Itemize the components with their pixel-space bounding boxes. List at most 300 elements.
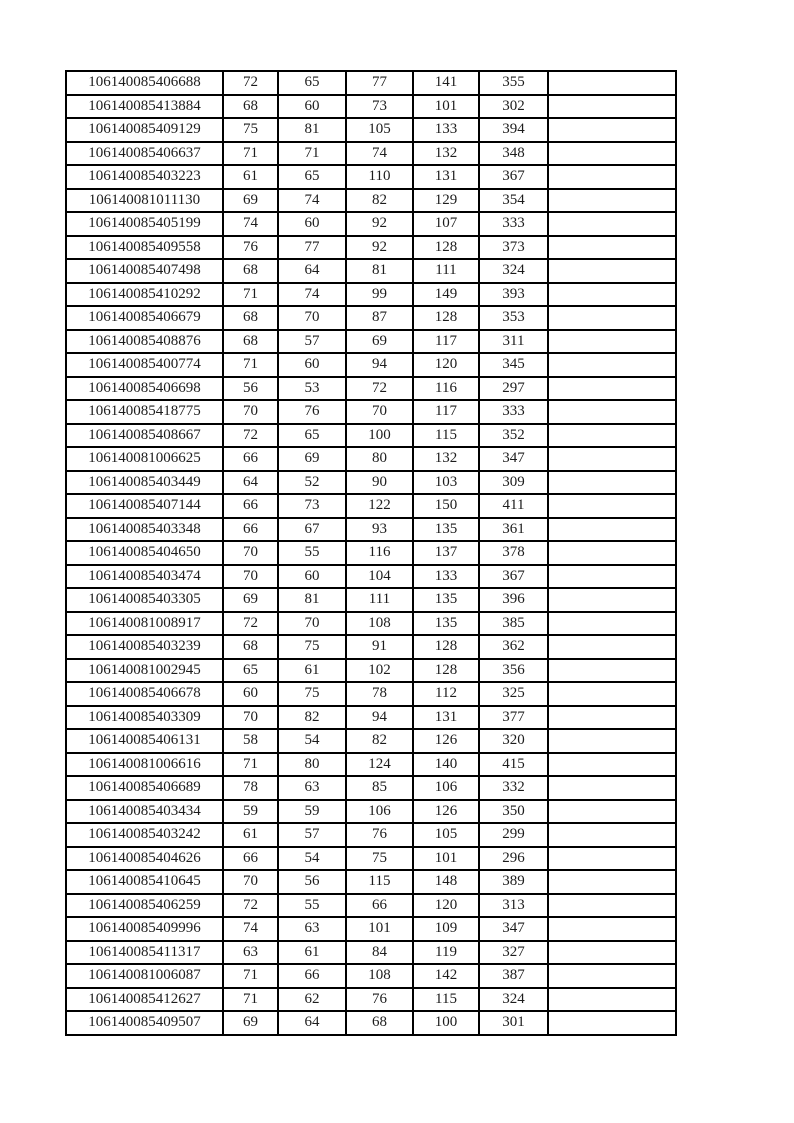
total-score-cell: 299	[479, 823, 548, 847]
score-3-cell: 87	[346, 306, 413, 330]
score-3-cell: 110	[346, 165, 413, 189]
score-3-cell: 82	[346, 729, 413, 753]
score-2-cell: 60	[278, 565, 346, 589]
total-score-cell: 350	[479, 800, 548, 824]
score-2-cell: 60	[278, 212, 346, 236]
blank-cell	[548, 964, 676, 988]
candidate-id-cell: 106140085406678	[66, 682, 223, 706]
candidate-id-cell: 106140085403305	[66, 588, 223, 612]
score-2-cell: 65	[278, 424, 346, 448]
score-1-cell: 64	[223, 471, 278, 495]
score-2-cell: 69	[278, 447, 346, 471]
blank-cell	[548, 565, 676, 589]
blank-cell	[548, 71, 676, 95]
blank-cell	[548, 283, 676, 307]
table-row	[66, 142, 676, 166]
candidate-id-cell: 106140085403242	[66, 823, 223, 847]
table-row	[66, 917, 676, 941]
score-1-cell: 58	[223, 729, 278, 753]
table-row	[66, 964, 676, 988]
score-1-cell: 70	[223, 706, 278, 730]
table-row	[66, 941, 676, 965]
table-row	[66, 753, 676, 777]
score-3-cell: 124	[346, 753, 413, 777]
candidate-id-cell: 106140085409996	[66, 917, 223, 941]
candidate-id-cell: 106140085410292	[66, 283, 223, 307]
score-4-cell: 133	[413, 565, 479, 589]
total-score-cell: 396	[479, 588, 548, 612]
candidate-id-cell: 106140085403239	[66, 635, 223, 659]
candidate-id-cell: 106140085406689	[66, 776, 223, 800]
blank-cell	[548, 894, 676, 918]
score-1-cell: 68	[223, 635, 278, 659]
blank-cell	[548, 471, 676, 495]
score-4-cell: 137	[413, 541, 479, 565]
score-2-cell: 56	[278, 870, 346, 894]
blank-cell	[548, 659, 676, 683]
candidate-id-cell: 106140085406679	[66, 306, 223, 330]
blank-cell	[548, 165, 676, 189]
table-row	[66, 259, 676, 283]
total-score-cell: 325	[479, 682, 548, 706]
score-4-cell: 120	[413, 353, 479, 377]
score-4-cell: 128	[413, 236, 479, 260]
blank-cell	[548, 870, 676, 894]
score-2-cell: 67	[278, 518, 346, 542]
score-1-cell: 69	[223, 588, 278, 612]
score-3-cell: 111	[346, 588, 413, 612]
table-row	[66, 1011, 676, 1035]
score-1-cell: 70	[223, 870, 278, 894]
table-row	[66, 189, 676, 213]
table-row	[66, 588, 676, 612]
score-3-cell: 93	[346, 518, 413, 542]
score-3-cell: 104	[346, 565, 413, 589]
table-row	[66, 706, 676, 730]
blank-cell	[548, 494, 676, 518]
table-row	[66, 212, 676, 236]
score-4-cell: 129	[413, 189, 479, 213]
score-1-cell: 72	[223, 894, 278, 918]
blank-cell	[548, 988, 676, 1012]
table-row	[66, 894, 676, 918]
table-row	[66, 847, 676, 871]
score-3-cell: 76	[346, 988, 413, 1012]
score-1-cell: 74	[223, 212, 278, 236]
blank-cell	[548, 353, 676, 377]
score-4-cell: 150	[413, 494, 479, 518]
score-1-cell: 74	[223, 917, 278, 941]
score-4-cell: 135	[413, 612, 479, 636]
total-score-cell: 320	[479, 729, 548, 753]
score-1-cell: 75	[223, 118, 278, 142]
score-1-cell: 56	[223, 377, 278, 401]
score-3-cell: 81	[346, 259, 413, 283]
score-4-cell: 109	[413, 917, 479, 941]
total-score-cell: 347	[479, 917, 548, 941]
candidate-id-cell: 106140085406637	[66, 142, 223, 166]
score-3-cell: 69	[346, 330, 413, 354]
score-4-cell: 101	[413, 847, 479, 871]
table-row	[66, 283, 676, 307]
candidate-id-cell: 106140085403434	[66, 800, 223, 824]
score-2-cell: 62	[278, 988, 346, 1012]
score-1-cell: 68	[223, 95, 278, 119]
table-row	[66, 800, 676, 824]
score-1-cell: 68	[223, 259, 278, 283]
table-row	[66, 565, 676, 589]
table-row	[66, 400, 676, 424]
total-score-cell: 367	[479, 565, 548, 589]
score-1-cell: 71	[223, 964, 278, 988]
score-1-cell: 71	[223, 142, 278, 166]
score-3-cell: 115	[346, 870, 413, 894]
candidate-id-cell: 106140085404626	[66, 847, 223, 871]
candidate-id-cell: 106140085403474	[66, 565, 223, 589]
candidate-id-cell: 106140085407144	[66, 494, 223, 518]
blank-cell	[548, 682, 676, 706]
table-row	[66, 471, 676, 495]
blank-cell	[548, 776, 676, 800]
total-score-cell: 296	[479, 847, 548, 871]
score-3-cell: 94	[346, 353, 413, 377]
candidate-id-cell: 106140085418775	[66, 400, 223, 424]
score-3-cell: 91	[346, 635, 413, 659]
score-2-cell: 81	[278, 588, 346, 612]
table-row	[66, 494, 676, 518]
score-2-cell: 77	[278, 236, 346, 260]
score-3-cell: 108	[346, 612, 413, 636]
blank-cell	[548, 823, 676, 847]
table-row	[66, 447, 676, 471]
blank-cell	[548, 447, 676, 471]
table-row	[66, 518, 676, 542]
candidate-id-cell: 106140085413884	[66, 95, 223, 119]
blank-cell	[548, 95, 676, 119]
score-4-cell: 135	[413, 518, 479, 542]
score-1-cell: 60	[223, 682, 278, 706]
blank-cell	[548, 917, 676, 941]
total-score-cell: 362	[479, 635, 548, 659]
candidate-id-cell: 106140081008917	[66, 612, 223, 636]
score-1-cell: 71	[223, 753, 278, 777]
candidate-id-cell: 106140085409129	[66, 118, 223, 142]
score-2-cell: 55	[278, 541, 346, 565]
score-3-cell: 102	[346, 659, 413, 683]
candidate-id-cell: 106140085408667	[66, 424, 223, 448]
blank-cell	[548, 142, 676, 166]
total-score-cell: 415	[479, 753, 548, 777]
table-row	[66, 118, 676, 142]
score-4-cell: 107	[413, 212, 479, 236]
score-1-cell: 68	[223, 306, 278, 330]
total-score-cell: 354	[479, 189, 548, 213]
candidate-id-cell: 106140085410645	[66, 870, 223, 894]
score-4-cell: 126	[413, 729, 479, 753]
score-1-cell: 70	[223, 400, 278, 424]
score-4-cell: 103	[413, 471, 479, 495]
candidate-id-cell: 106140085403449	[66, 471, 223, 495]
score-1-cell: 66	[223, 494, 278, 518]
blank-cell	[548, 941, 676, 965]
candidate-id-cell: 106140081006625	[66, 447, 223, 471]
blank-cell	[548, 706, 676, 730]
score-4-cell: 131	[413, 165, 479, 189]
score-2-cell: 74	[278, 283, 346, 307]
total-score-cell: 352	[479, 424, 548, 448]
score-1-cell: 72	[223, 424, 278, 448]
blank-cell	[548, 118, 676, 142]
total-score-cell: 387	[479, 964, 548, 988]
score-2-cell: 76	[278, 400, 346, 424]
total-score-cell: 378	[479, 541, 548, 565]
score-2-cell: 73	[278, 494, 346, 518]
table-row	[66, 165, 676, 189]
scores-table-body	[66, 71, 676, 1035]
blank-cell	[548, 259, 676, 283]
score-2-cell: 54	[278, 729, 346, 753]
score-2-cell: 63	[278, 917, 346, 941]
candidate-id-cell: 106140085403348	[66, 518, 223, 542]
score-2-cell: 81	[278, 118, 346, 142]
score-4-cell: 133	[413, 118, 479, 142]
candidate-id-cell: 106140085406698	[66, 377, 223, 401]
blank-cell	[548, 588, 676, 612]
blank-cell	[548, 753, 676, 777]
score-1-cell: 71	[223, 353, 278, 377]
candidate-id-cell: 106140085411317	[66, 941, 223, 965]
candidate-id-cell: 106140085405199	[66, 212, 223, 236]
table-row	[66, 71, 676, 95]
total-score-cell: 301	[479, 1011, 548, 1035]
blank-cell	[548, 847, 676, 871]
total-score-cell: 297	[479, 377, 548, 401]
total-score-cell: 302	[479, 95, 548, 119]
total-score-cell: 345	[479, 353, 548, 377]
score-2-cell: 70	[278, 612, 346, 636]
score-2-cell: 57	[278, 823, 346, 847]
score-4-cell: 131	[413, 706, 479, 730]
score-4-cell: 148	[413, 870, 479, 894]
blank-cell	[548, 729, 676, 753]
score-3-cell: 116	[346, 541, 413, 565]
table-row	[66, 659, 676, 683]
score-3-cell: 66	[346, 894, 413, 918]
total-score-cell: 373	[479, 236, 548, 260]
table-row	[66, 353, 676, 377]
candidate-id-cell: 106140085407498	[66, 259, 223, 283]
candidate-id-cell: 106140085412627	[66, 988, 223, 1012]
score-4-cell: 128	[413, 306, 479, 330]
score-2-cell: 64	[278, 1011, 346, 1035]
score-4-cell: 132	[413, 447, 479, 471]
blank-cell	[548, 330, 676, 354]
score-3-cell: 82	[346, 189, 413, 213]
score-4-cell: 142	[413, 964, 479, 988]
score-3-cell: 78	[346, 682, 413, 706]
table-row	[66, 776, 676, 800]
score-2-cell: 70	[278, 306, 346, 330]
score-2-cell: 82	[278, 706, 346, 730]
score-1-cell: 70	[223, 541, 278, 565]
score-3-cell: 76	[346, 823, 413, 847]
score-3-cell: 105	[346, 118, 413, 142]
score-1-cell: 72	[223, 612, 278, 636]
score-2-cell: 52	[278, 471, 346, 495]
total-score-cell: 347	[479, 447, 548, 471]
blank-cell	[548, 212, 676, 236]
candidate-id-cell: 106140081006616	[66, 753, 223, 777]
score-4-cell: 132	[413, 142, 479, 166]
total-score-cell: 356	[479, 659, 548, 683]
table-row	[66, 729, 676, 753]
candidate-id-cell: 106140085409507	[66, 1011, 223, 1035]
score-1-cell: 76	[223, 236, 278, 260]
table-row	[66, 823, 676, 847]
score-3-cell: 70	[346, 400, 413, 424]
score-2-cell: 80	[278, 753, 346, 777]
blank-cell	[548, 800, 676, 824]
total-score-cell: 353	[479, 306, 548, 330]
score-2-cell: 61	[278, 941, 346, 965]
score-4-cell: 115	[413, 988, 479, 1012]
score-4-cell: 128	[413, 659, 479, 683]
score-4-cell: 140	[413, 753, 479, 777]
score-4-cell: 106	[413, 776, 479, 800]
score-3-cell: 108	[346, 964, 413, 988]
table-row	[66, 541, 676, 565]
score-2-cell: 53	[278, 377, 346, 401]
blank-cell	[548, 424, 676, 448]
candidate-id-cell: 106140085409558	[66, 236, 223, 260]
score-2-cell: 66	[278, 964, 346, 988]
total-score-cell: 393	[479, 283, 548, 307]
score-1-cell: 69	[223, 1011, 278, 1035]
score-1-cell: 59	[223, 800, 278, 824]
score-1-cell: 65	[223, 659, 278, 683]
score-1-cell: 66	[223, 518, 278, 542]
score-2-cell: 75	[278, 635, 346, 659]
blank-cell	[548, 306, 676, 330]
total-score-cell: 311	[479, 330, 548, 354]
score-3-cell: 94	[346, 706, 413, 730]
score-1-cell: 63	[223, 941, 278, 965]
total-score-cell: 324	[479, 988, 548, 1012]
candidate-id-cell: 106140081006087	[66, 964, 223, 988]
blank-cell	[548, 1011, 676, 1035]
candidate-id-cell: 106140085404650	[66, 541, 223, 565]
score-2-cell: 60	[278, 95, 346, 119]
score-4-cell: 120	[413, 894, 479, 918]
table-row	[66, 330, 676, 354]
score-3-cell: 73	[346, 95, 413, 119]
score-3-cell: 122	[346, 494, 413, 518]
total-score-cell: 377	[479, 706, 548, 730]
total-score-cell: 361	[479, 518, 548, 542]
score-4-cell: 111	[413, 259, 479, 283]
score-2-cell: 65	[278, 71, 346, 95]
total-score-cell: 367	[479, 165, 548, 189]
score-3-cell: 68	[346, 1011, 413, 1035]
score-4-cell: 117	[413, 400, 479, 424]
score-1-cell: 61	[223, 823, 278, 847]
total-score-cell: 385	[479, 612, 548, 636]
score-1-cell: 70	[223, 565, 278, 589]
blank-cell	[548, 377, 676, 401]
score-3-cell: 106	[346, 800, 413, 824]
score-3-cell: 72	[346, 377, 413, 401]
score-4-cell: 149	[413, 283, 479, 307]
score-3-cell: 92	[346, 212, 413, 236]
score-4-cell: 126	[413, 800, 479, 824]
score-1-cell: 68	[223, 330, 278, 354]
table-row	[66, 988, 676, 1012]
total-score-cell: 324	[479, 259, 548, 283]
score-1-cell: 71	[223, 988, 278, 1012]
table-row	[66, 306, 676, 330]
blank-cell	[548, 612, 676, 636]
candidate-id-cell: 106140085408876	[66, 330, 223, 354]
score-3-cell: 99	[346, 283, 413, 307]
score-2-cell: 60	[278, 353, 346, 377]
candidate-id-cell: 106140081002945	[66, 659, 223, 683]
table-row	[66, 424, 676, 448]
score-2-cell: 55	[278, 894, 346, 918]
total-score-cell: 389	[479, 870, 548, 894]
candidate-id-cell: 106140085406131	[66, 729, 223, 753]
candidate-id-cell: 106140085400774	[66, 353, 223, 377]
blank-cell	[548, 236, 676, 260]
score-2-cell: 71	[278, 142, 346, 166]
score-3-cell: 92	[346, 236, 413, 260]
score-3-cell: 85	[346, 776, 413, 800]
total-score-cell: 333	[479, 212, 548, 236]
score-2-cell: 59	[278, 800, 346, 824]
blank-cell	[548, 635, 676, 659]
score-1-cell: 66	[223, 847, 278, 871]
score-3-cell: 77	[346, 71, 413, 95]
table-row	[66, 870, 676, 894]
score-3-cell: 75	[346, 847, 413, 871]
blank-cell	[548, 189, 676, 213]
blank-cell	[548, 541, 676, 565]
blank-cell	[548, 518, 676, 542]
total-score-cell: 332	[479, 776, 548, 800]
score-2-cell: 57	[278, 330, 346, 354]
blank-cell	[548, 400, 676, 424]
score-2-cell: 64	[278, 259, 346, 283]
score-3-cell: 74	[346, 142, 413, 166]
table-row	[66, 95, 676, 119]
score-4-cell: 135	[413, 588, 479, 612]
score-1-cell: 72	[223, 71, 278, 95]
score-4-cell: 112	[413, 682, 479, 706]
score-4-cell: 141	[413, 71, 479, 95]
score-4-cell: 105	[413, 823, 479, 847]
score-1-cell: 66	[223, 447, 278, 471]
score-4-cell: 119	[413, 941, 479, 965]
score-4-cell: 101	[413, 95, 479, 119]
candidate-id-cell: 106140085403309	[66, 706, 223, 730]
total-score-cell: 327	[479, 941, 548, 965]
candidate-id-cell: 106140085406688	[66, 71, 223, 95]
table-row	[66, 635, 676, 659]
table-row	[66, 236, 676, 260]
score-1-cell: 69	[223, 189, 278, 213]
score-4-cell: 117	[413, 330, 479, 354]
score-3-cell: 101	[346, 917, 413, 941]
candidate-id-cell: 106140085406259	[66, 894, 223, 918]
